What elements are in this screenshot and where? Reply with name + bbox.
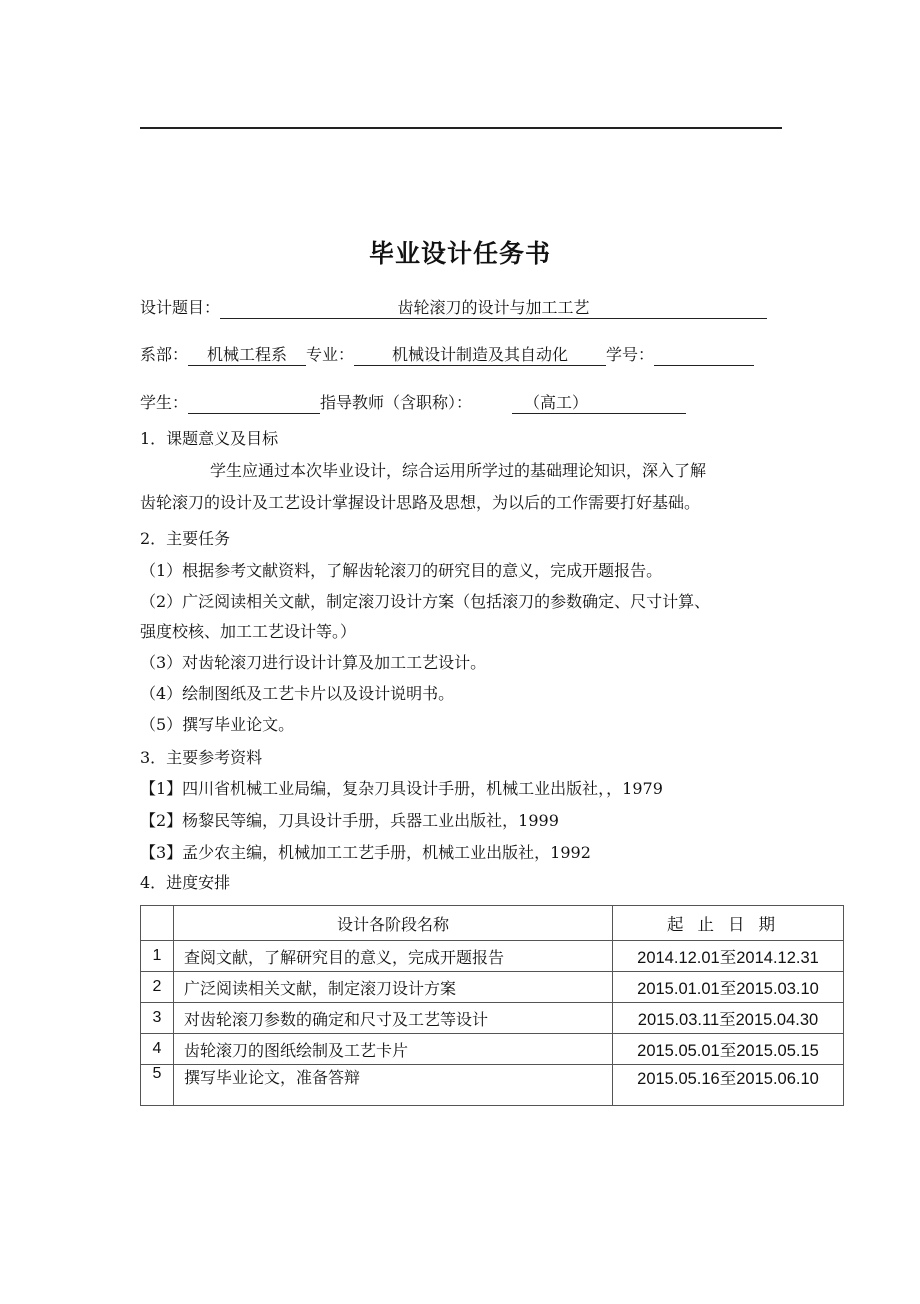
row-number: 4 (141, 1034, 174, 1065)
section3-heading: 3．主要参考资料 (140, 748, 263, 767)
end-date: 2015.04.30 (735, 1011, 819, 1029)
topic-label: 设计题目： (140, 298, 221, 317)
section4-heading: 4．进度安排 (140, 873, 231, 892)
table-row (141, 972, 844, 1003)
date-separator: 至 (719, 1010, 736, 1029)
dept-value: 机械工程系 (188, 345, 306, 366)
table-row (141, 1034, 844, 1065)
dept-line (140, 345, 754, 366)
row-stage-name: 广泛阅读相关文献，制定滚刀设计方案 (174, 972, 613, 1003)
student-id-value (654, 345, 754, 366)
header-num-cell (141, 906, 174, 941)
student-label: 学生： (140, 393, 189, 412)
advisor-label: 指导教师（含职称）： (320, 393, 473, 412)
student-line (140, 393, 686, 414)
task-item: （1）根据参考文献资料，了解齿轮滚刀的研究目的意义，完成开题报告。 (140, 561, 663, 580)
table-header-row (141, 906, 844, 941)
row-date-range (613, 1034, 844, 1065)
task-item: （5）撰写毕业论文。 (140, 715, 295, 734)
row-date-range (613, 1003, 844, 1034)
task-item: （2）广泛阅读相关文献，制定滚刀设计方案（包括滚刀的参数确定、尺寸计算、 (140, 592, 711, 611)
header-dates: 起止日期 (613, 906, 844, 941)
dept-label: 系部： (140, 345, 189, 364)
row-stage-name: 撰写毕业论文，准备答辩 (174, 1065, 613, 1106)
row-number: 3 (141, 1003, 174, 1034)
schedule-table (140, 905, 844, 1106)
section2-heading: 2．主要任务 (140, 529, 231, 548)
student-id-label: 学号： (606, 345, 655, 364)
reference-item: 【3】孟少农主编，机械加工工艺手册，机械工业出版社，1992 (140, 843, 591, 862)
row-stage-name: 查阅文献，了解研究目的意义，完成开题报告 (174, 941, 613, 972)
header-rule (140, 127, 782, 129)
task-item: （4）绘制图纸及工艺卡片以及设计说明书。 (140, 684, 455, 703)
section1-heading: 1．课题意义及目标 (140, 429, 279, 448)
row-date-range (613, 972, 844, 1003)
section1-text-line2: 齿轮滚刀的设计及工艺设计掌握设计思路及思想，为以后的工作需要打好基础。 (140, 493, 701, 512)
major-label: 专业： (306, 345, 355, 364)
start-date: 2015.05.01 (637, 1042, 720, 1060)
row-stage-name: 对齿轮滚刀参数的确定和尺寸及工艺等设计 (174, 1003, 613, 1034)
row-stage-name: 齿轮滚刀的图纸绘制及工艺卡片 (174, 1034, 613, 1065)
date-separator: 至 (719, 1069, 737, 1088)
task-item: （3）对齿轮滚刀进行设计计算及加工工艺设计。 (140, 653, 487, 672)
row-date-range (613, 1065, 844, 1106)
date-separator: 至 (719, 979, 737, 998)
student-value (188, 393, 320, 414)
row-number: 2 (141, 972, 174, 1003)
start-date: 2015.03.11 (637, 1011, 720, 1029)
topic-line (140, 298, 767, 319)
start-date: 2015.05.16 (637, 1070, 720, 1088)
major-value: 机械设计制造及其自动化 (354, 345, 606, 366)
end-date: 2015.03.10 (736, 980, 819, 998)
end-date: 2015.06.10 (736, 1070, 819, 1088)
topic-value: 齿轮滚刀的设计与加工工艺 (220, 298, 767, 319)
advisor-value: （高工） (512, 393, 686, 414)
start-date: 2015.01.01 (637, 980, 720, 998)
table-row (141, 1003, 844, 1034)
reference-item: 【1】四川省机械工业局编，复杂刀具设计手册，机械工业出版社，，1979 (140, 779, 663, 798)
start-date: 2014.12.01 (637, 949, 720, 967)
task-item-continuation: 强度校核、加工工艺设计等。） (140, 622, 357, 641)
section1-text-line1: 学生应通过本次毕业设计，综合运用所学过的基础理论知识，深入了解 (210, 461, 707, 480)
end-date: 2015.05.15 (736, 1042, 819, 1060)
document-title: 毕业设计任务书 (368, 239, 551, 268)
table-row (141, 1065, 844, 1106)
row-number: 5 (141, 1065, 174, 1106)
row-date-range (613, 941, 844, 972)
end-date: 2014.12.31 (736, 949, 819, 967)
reference-item: 【2】杨黎民等编，刀具设计手册，兵器工业出版社，1999 (140, 811, 559, 830)
date-separator: 至 (719, 1041, 737, 1060)
table-row (141, 941, 844, 972)
row-number: 1 (141, 941, 174, 972)
header-stage-name: 设计各阶段名称 (174, 906, 613, 941)
date-separator: 至 (719, 948, 737, 967)
